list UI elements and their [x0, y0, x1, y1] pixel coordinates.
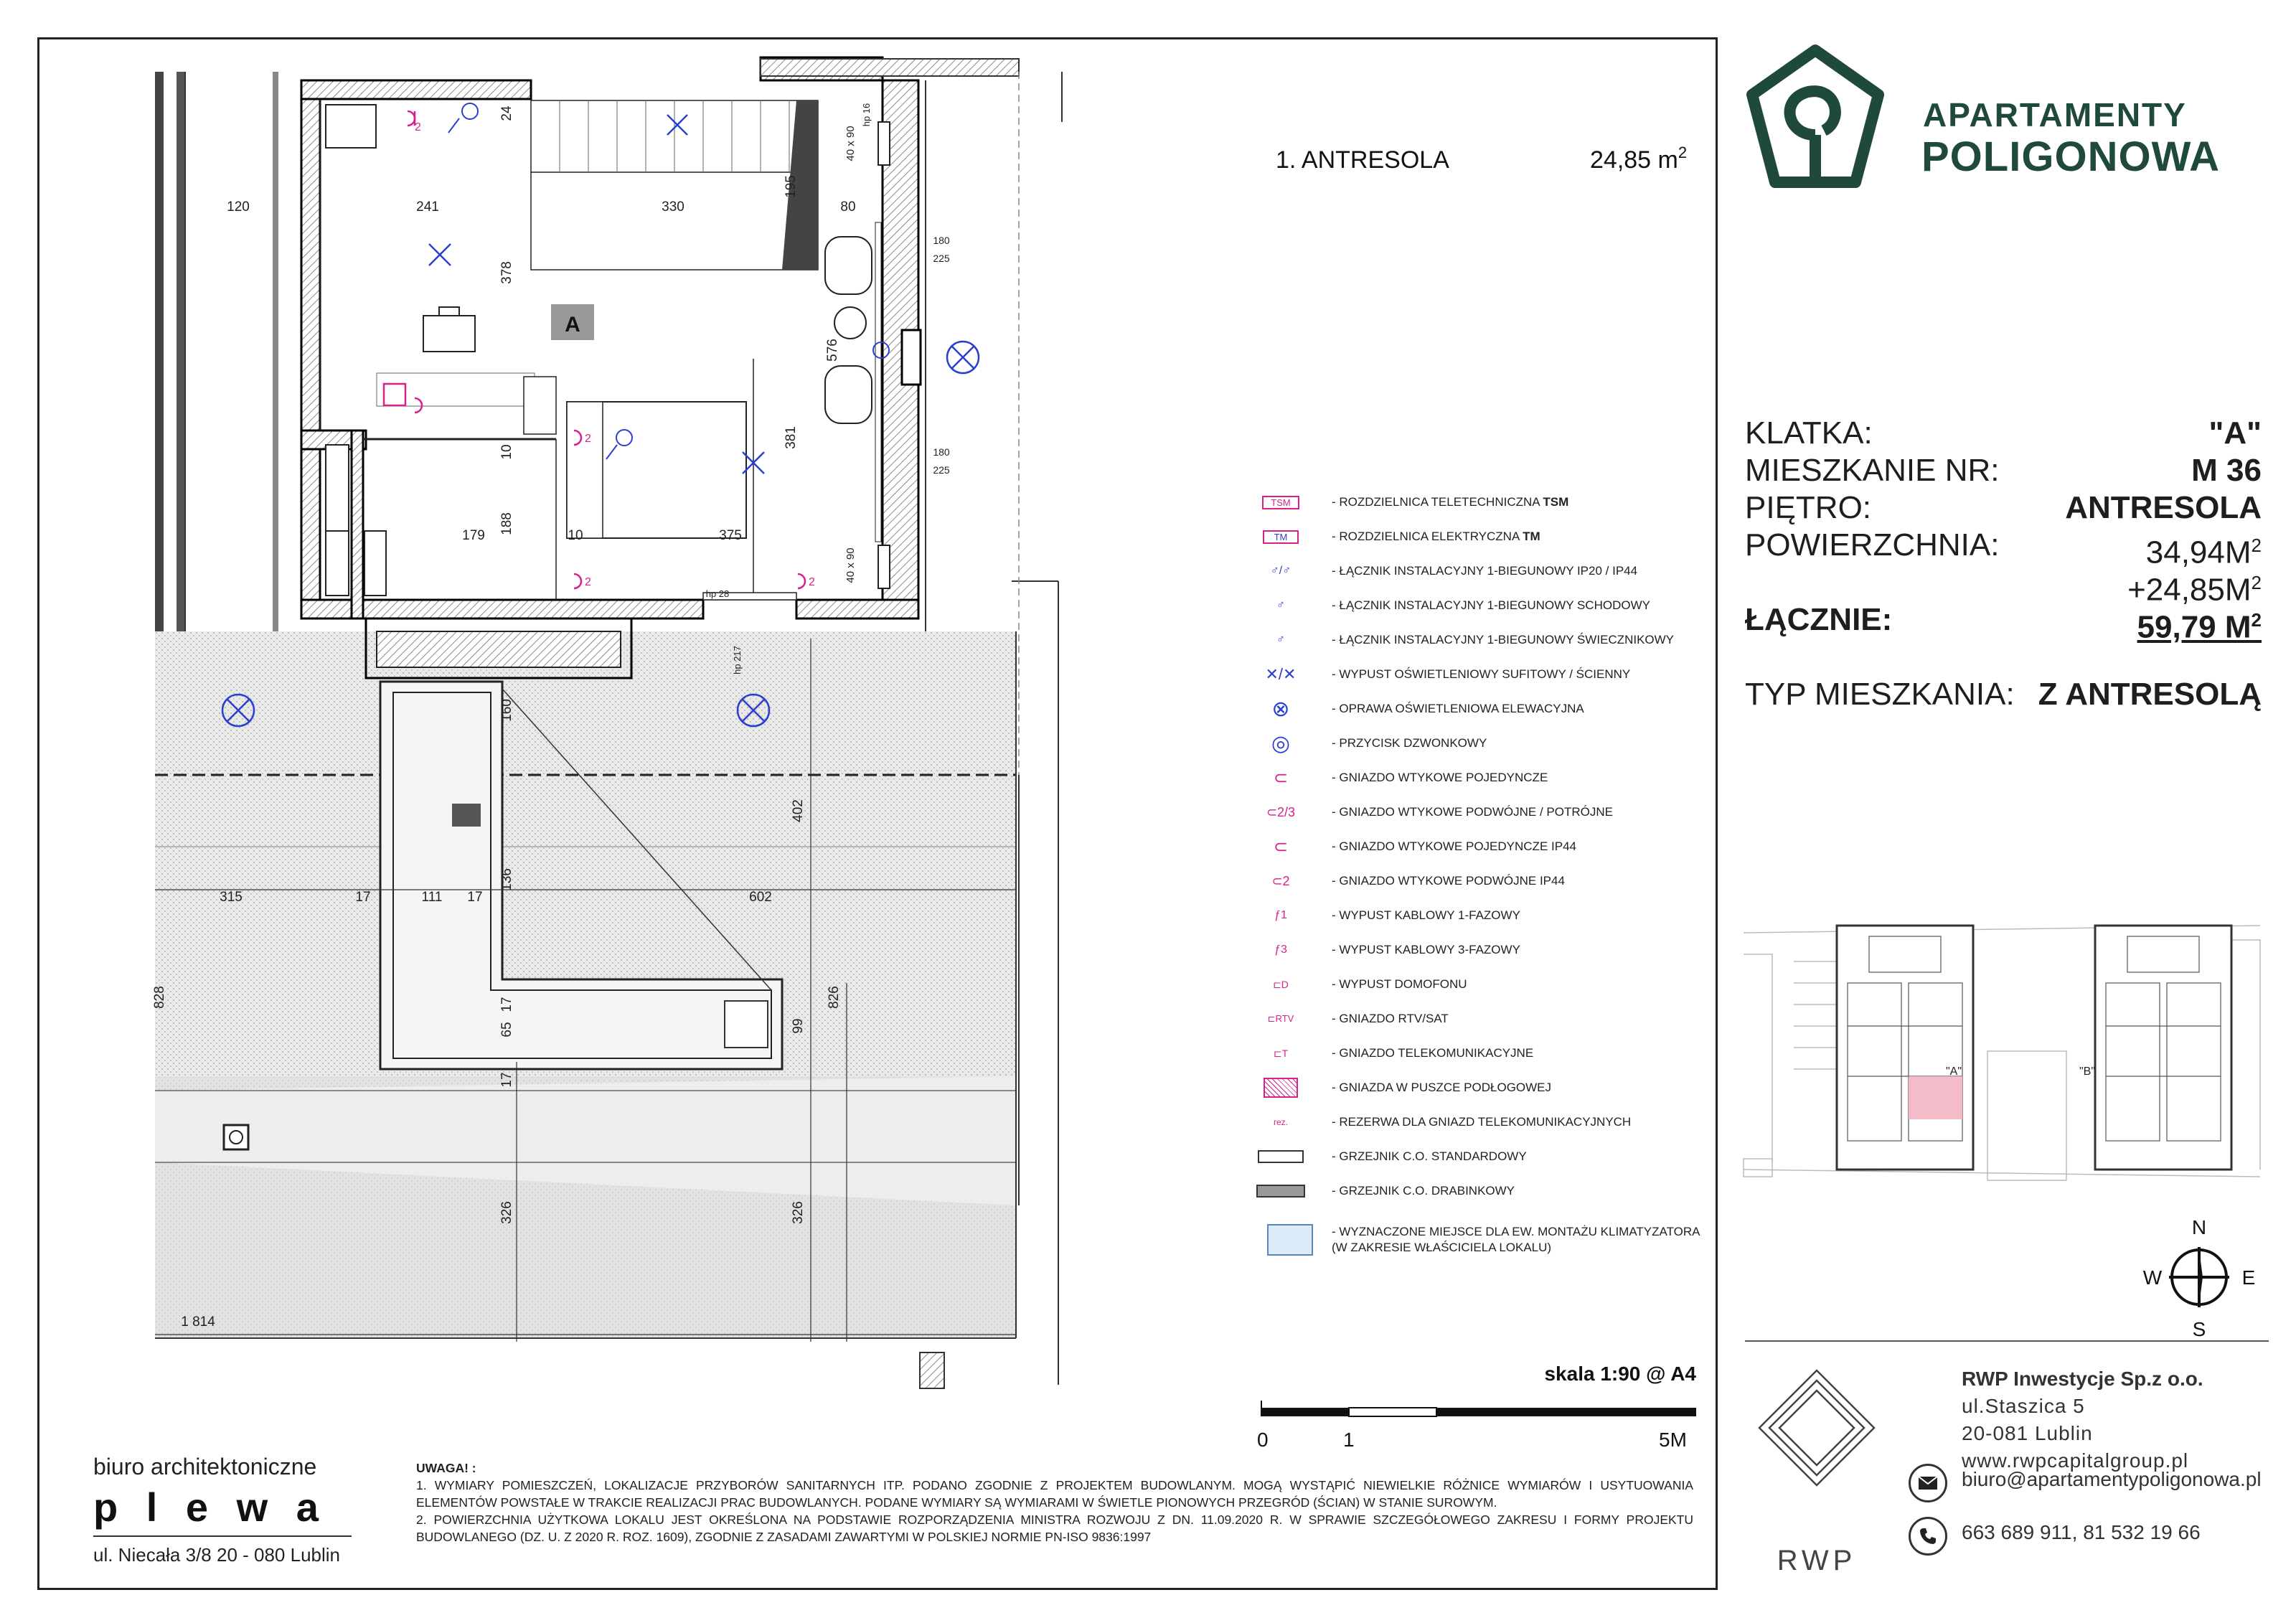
scale-label: skala 1:90 @ A4	[1544, 1363, 1696, 1385]
dim-label: 40 x 90	[844, 547, 857, 583]
dim-label: 225	[933, 464, 950, 476]
brand-line1: APARTAMENTY	[1923, 96, 2187, 133]
pentagon-tree-icon	[1752, 50, 1878, 182]
dim-label: 241	[416, 199, 439, 215]
socket-count: 2	[585, 576, 591, 588]
dim-label: hp 28	[705, 588, 730, 599]
scale-tick: 0	[1257, 1429, 1269, 1451]
room-label: A	[565, 313, 580, 337]
socket-ip44-icon: ⊂	[1273, 837, 1289, 857]
svg-text:RWP: RWP	[1777, 1545, 1857, 1576]
single-socket-icon: ⊂	[1273, 768, 1289, 788]
telecom-socket-icon: ⊏T	[1273, 1047, 1289, 1059]
dim-label: 40 x 90	[844, 126, 857, 161]
tm-box-icon: TM	[1248, 522, 1313, 551]
scale-tick: 1	[1343, 1429, 1355, 1451]
chandelier-switch-icon: ♂	[1276, 634, 1285, 646]
svg-text:W: W	[2142, 1266, 2163, 1289]
svg-text:N: N	[2191, 1216, 2207, 1238]
dim-label: 826	[827, 986, 842, 1009]
svg-text:E: E	[2241, 1266, 2256, 1289]
dim-label: 315	[220, 890, 243, 905]
architect-rule	[93, 1535, 352, 1537]
cable-3phase-icon: ƒ3	[1274, 944, 1287, 956]
double-socket-icon: ⊂2/3	[1266, 804, 1296, 819]
key-plan	[1729, 897, 2274, 1220]
brand-logo	[1744, 42, 2260, 199]
floor-box-icon	[1248, 1073, 1313, 1102]
dim-label: 136	[499, 868, 514, 891]
dim-label: 330	[662, 199, 684, 215]
dim-label: 195	[784, 175, 799, 198]
dim-label: 828	[152, 986, 167, 1009]
brand-line2: POLIGONOWA	[1921, 133, 2220, 180]
type-row: TYP MIESZKANIA: Z ANTRESOLĄ	[1745, 677, 2262, 712]
dim-label: 576	[825, 339, 840, 362]
dim-label: 17	[499, 997, 514, 1012]
dim-label: 326	[499, 1201, 514, 1224]
dim-label: 10	[568, 528, 583, 543]
scale-bar	[1261, 1401, 1696, 1416]
info-row: KLATKA: "A"	[1745, 415, 2262, 451]
dim-label: 111	[421, 890, 443, 905]
doorbell-icon: ◎	[1271, 731, 1291, 756]
note-1: 1. WYMIARY POMIESZCZEŃ, LOKALIZACJE PRZYBORÓW SANITARNYCH ITP. PODANO ZGODNIE Z PROJEKTEM BUDOWLANYM. MOGĄ WYSTĄPIĆ NIEWIELKIE RÓŻNICE WYMIARÓW I USYTUOWANIA ELEMENTÓW POWSTAŁE W TRAKCIE REALIZACJI PRAC BUDOWLANYCH. PODANE WYMIARY SĄ WYMIARAMI W ŚWIETLE PIONOWYCH PRZEGRÓD (ŚCIAN) W STANIE SUROWYM.	[416, 1478, 1693, 1510]
dim-label: 179	[462, 528, 485, 543]
dim-label: 17	[499, 1072, 514, 1088]
cable-1phase-icon: ƒ1	[1274, 909, 1287, 921]
notes	[416, 1459, 1693, 1546]
email-icon	[1909, 1464, 1947, 1502]
dim-label: 120	[227, 199, 250, 215]
developer-city: 20-081 Lublin	[1962, 1422, 2093, 1444]
dim-label: 17	[467, 890, 483, 905]
dim-label: 10	[499, 444, 514, 460]
stair-switch-icon: ♂	[1276, 599, 1285, 611]
dim-label: 188	[499, 512, 514, 535]
separator	[1745, 1340, 2269, 1342]
phone-numbers[interactable]: 663 689 911, 81 532 19 66	[1962, 1521, 2201, 1543]
socket-count: 2	[809, 576, 815, 588]
dim-label: 602	[749, 890, 772, 905]
dim-label: 160	[499, 699, 514, 722]
architect-address: ul. Niecała 3/8 20 - 080 Lublin	[93, 1544, 341, 1566]
svg-text:S: S	[2192, 1318, 2206, 1340]
dim-label: 180	[933, 235, 950, 246]
total-row: ŁĄCZNIE: 59,79 $M^2$	[1745, 602, 2262, 645]
info-row: $+24,85M^2$	[2127, 572, 2262, 608]
architect-line1: biuro architektoniczne	[93, 1454, 317, 1479]
reserve-socket-icon: rez.	[1273, 1117, 1288, 1127]
dim-label: 1 814	[181, 1314, 215, 1330]
apartment-highlight	[1909, 1076, 1962, 1119]
rtv-socket-icon: ⊏RTV	[1267, 1013, 1294, 1024]
plan-area: 24,85 $m^2$	[1590, 144, 1688, 174]
ladder-radiator-icon	[1248, 1177, 1313, 1205]
keyplan-label-a: "A"	[1946, 1065, 1962, 1078]
architect-name: p l e w a	[93, 1485, 327, 1530]
dim-label: 326	[791, 1201, 806, 1224]
socket-count: 2	[415, 121, 421, 133]
info-row: PIĘTRO: ANTRESOLA	[1745, 490, 2262, 525]
scale-tick: 5M	[1659, 1429, 1687, 1451]
tsm-box-icon: TSM	[1248, 488, 1313, 517]
keyplan-label-b: "B"	[2079, 1065, 2096, 1078]
switch-icon: ♂/♂	[1270, 565, 1292, 577]
dim-label: 65	[499, 1022, 514, 1038]
plan-title: 1. ANTRESOLA	[1276, 146, 1449, 174]
phone-icon	[1909, 1517, 1947, 1556]
compass-icon	[2131, 1213, 2267, 1342]
dim-label: 99	[791, 1018, 806, 1034]
dim-label: 375	[719, 528, 742, 543]
info-row: POWIERZCHNIA: $34,94M^2$	[1745, 527, 2262, 570]
dim-label: 180	[933, 446, 950, 458]
dim-label: hp 16	[861, 103, 872, 127]
socket-count: 2	[585, 433, 591, 445]
dim-label: hp 217	[732, 646, 743, 674]
info-row: MIESZKANIE NR: M 36	[1745, 453, 2262, 488]
dim-label: 378	[499, 261, 514, 284]
facade-light-icon: ⊗	[1271, 697, 1290, 721]
developer-name: RWP Inwestycje Sp.z o.o.	[1962, 1368, 2203, 1390]
dim-label: 17	[355, 890, 371, 905]
light-outlet-icon: ✕/✕	[1265, 665, 1297, 683]
dim-label: 225	[933, 253, 950, 264]
dim-label: 402	[791, 799, 806, 822]
notes-title: UWAGA! :	[416, 1461, 476, 1475]
developer-web[interactable]: www.rwpcapitalgroup.pl	[1962, 1449, 2189, 1472]
dim-label: 24	[499, 105, 514, 121]
radiator-icon	[1248, 1142, 1313, 1171]
email-link[interactable]: biuro@apartamentypoligonowa.pl	[1962, 1468, 2262, 1490]
ac-place-icon	[1248, 1220, 1313, 1260]
note-2: 2. POWIERZCHNIA UŻYTKOWA LOKALU JEST OKREŚLONA NA PODSTAWIE ROZPORZĄDZENIA MINISTRA ROZWOJU Z DN. 11.09.2020 R. W SPRAWIE SZCZEGÓŁOWEGO ZAKRESU I FORMY PROJEKTU BUDOWLANEGO (DZ. U. Z 2020 R. ROZ. 1609), ZGODNIE Z ZASADAMI ZAWARTYMI W POLSKIEJ NORMIE PN-ISO 9836:1997	[416, 1513, 1693, 1544]
double-socket-ip44-icon: ⊂2	[1271, 873, 1290, 888]
intercom-icon: ⊏D	[1273, 978, 1289, 990]
rwp-logo	[1745, 1356, 1888, 1586]
dim-label: 80	[840, 199, 856, 215]
dim-label: 381	[784, 426, 799, 449]
developer-street: ul.Staszica 5	[1962, 1395, 2085, 1417]
